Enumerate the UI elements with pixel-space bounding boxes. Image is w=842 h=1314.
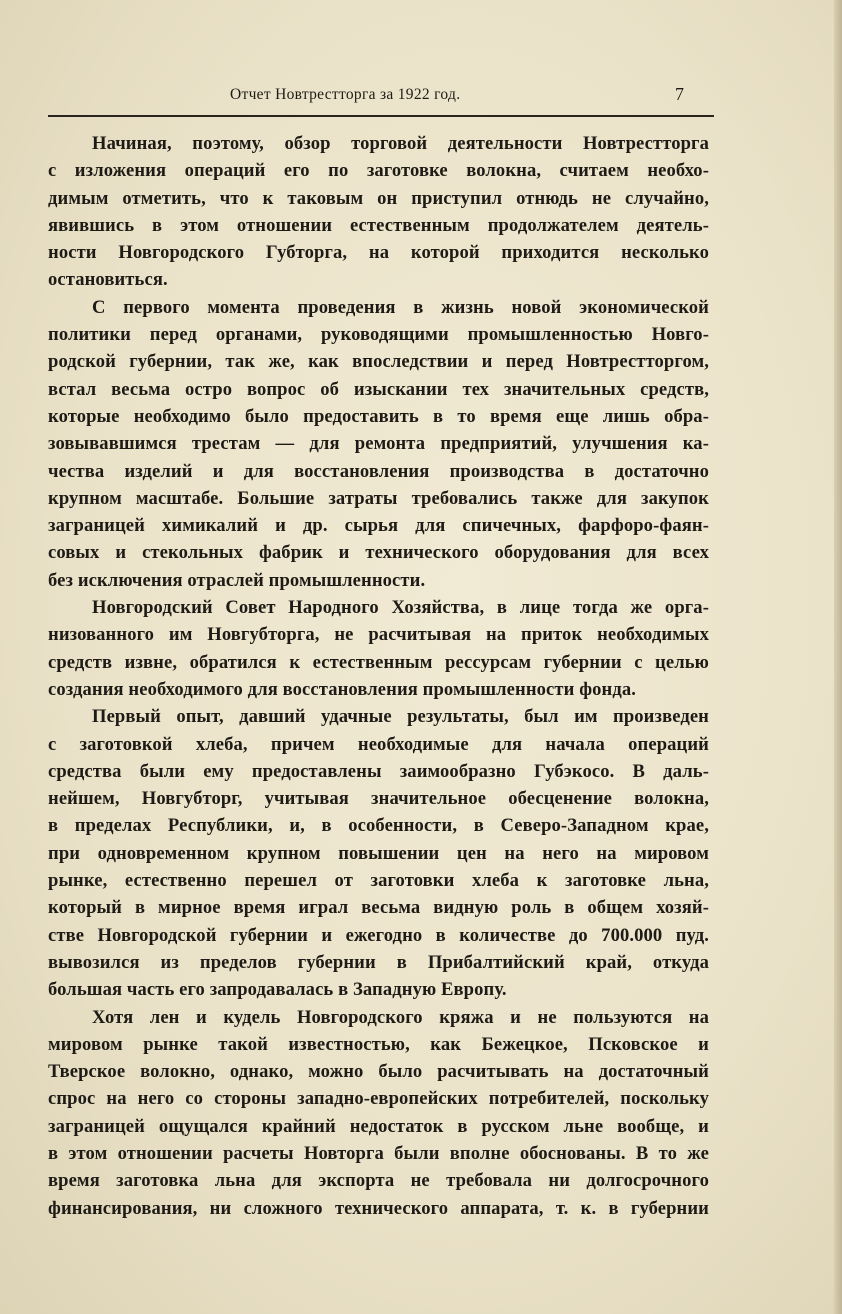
text-line: ности Новгородского Губторга, на которой приходится несколько <box>48 242 709 264</box>
text-line: в этом отношении расчеты Новторга были вполне обоснованы. В то же <box>48 1142 709 1164</box>
text-line: рынке, естественно перешел от заготовки хлеба к заготовке льна, <box>48 870 709 892</box>
text-line: Тверское волокно, однако, можно было расчитывать на достаточный <box>48 1061 709 1083</box>
text-line: средств извне, обратился к естественным рессурсам губернии с целью <box>48 651 709 673</box>
text-line: Первый опыт, давший удачные результаты, был им произведен <box>92 706 709 728</box>
text-line: финансирования, ни сложного технического аппарата, т. к. в губернии <box>48 1197 709 1219</box>
text-line: встал весьма остро вопрос об изыскании тех значительных средств, <box>48 378 709 400</box>
running-title: Отчет Новтрестторга за 1922 год. <box>230 86 461 103</box>
page-header <box>48 86 708 114</box>
text-line: с изложения операций его по заготовке волокна, считаем необхо- <box>48 160 709 182</box>
text-line: которые необходимо было предоставить в то время еще лишь обра- <box>48 405 709 427</box>
text-line: большая часть его запродавалась в Западную Европу. <box>48 979 507 1001</box>
text-line: с заготовкой хлеба, причем необходимые для начала операций <box>48 733 709 755</box>
text-line: мировом рынке такой известностью, как Бежецкое, Псковское и <box>48 1033 709 1055</box>
text-line: время заготовка льна для экспорта не требовала ни долгосрочного <box>48 1170 709 1192</box>
text-line: заграницей ощущался крайний недостаток в русском льне вообще, и <box>48 1115 709 1137</box>
body-text <box>48 130 709 1222</box>
text-line: который в мирное время играл весьма видную роль в общем хозяй- <box>48 897 709 919</box>
text-line: Новгородский Совет Народного Хозяйства, в лице тогда же орга- <box>92 597 709 619</box>
text-line: Хотя лен и кудель Новгородского кряжа и не пользуются на <box>92 1006 709 1028</box>
page-edge <box>834 0 842 1314</box>
text-line: политики перед органами, руководящими промышленностью Новго- <box>48 324 709 346</box>
text-line: стве Новгородской губернии и ежегодно в количестве до 700.000 пуд. <box>48 924 709 946</box>
text-line: заграницей химикалий и др. сырья для спичечных, фарфоро-фаян- <box>48 515 709 537</box>
text-line: совых и стекольных фабрик и технического оборудования для всех <box>48 542 709 564</box>
text-line: остановиться. <box>48 269 168 291</box>
text-line: С первого момента проведения в жизнь новой экономической <box>92 296 709 318</box>
text-line: средства были ему предоставлены заимообразно Губэкосо. В даль- <box>48 760 709 782</box>
text-line: зовывавшимся трестам — для ремонта предприятий, улучшения ка- <box>48 433 709 455</box>
page-number: 7 <box>675 84 684 104</box>
text-line: явившись в этом отношении естественным продолжателем деятель- <box>48 214 709 236</box>
text-line: димым отметить, что к таковым он приступил отнюдь не случайно, <box>48 187 709 209</box>
text-line: без исключения отраслей промышленности. <box>48 569 426 591</box>
text-line: крупном масштабе. Большие затраты требовались также для закупок <box>48 487 709 509</box>
text-line: в пределах Республики, и, в особенности, в Северо-Западном крае, <box>48 815 709 837</box>
text-line: Начиная, поэтому, обзор торговой деятельности Новтрестторга <box>92 133 709 154</box>
text-line: низованного им Новгубторга, не расчитывая на приток необходимых <box>48 624 709 646</box>
text-line: спрос на него со стороны западно-европейских потребителей, поскольку <box>48 1088 709 1110</box>
header-rule <box>48 115 714 117</box>
text-line: вывозился из пределов губернии в Прибалтийский край, откуда <box>48 951 709 973</box>
text-line: при одновременном крупном повышении цен на него на мировом <box>48 842 709 864</box>
text-line: создания необходимого для восстановления промышленности фонда. <box>48 678 637 700</box>
text-line: нейшем, Новгубторг, учитывая значительное обесценение волокна, <box>48 788 709 810</box>
text-line: родской губернии, так же, как впоследствии и перед Новтрестторгом, <box>48 351 709 373</box>
text-line: чества изделий и для восстановления производства в достаточно <box>48 460 709 482</box>
